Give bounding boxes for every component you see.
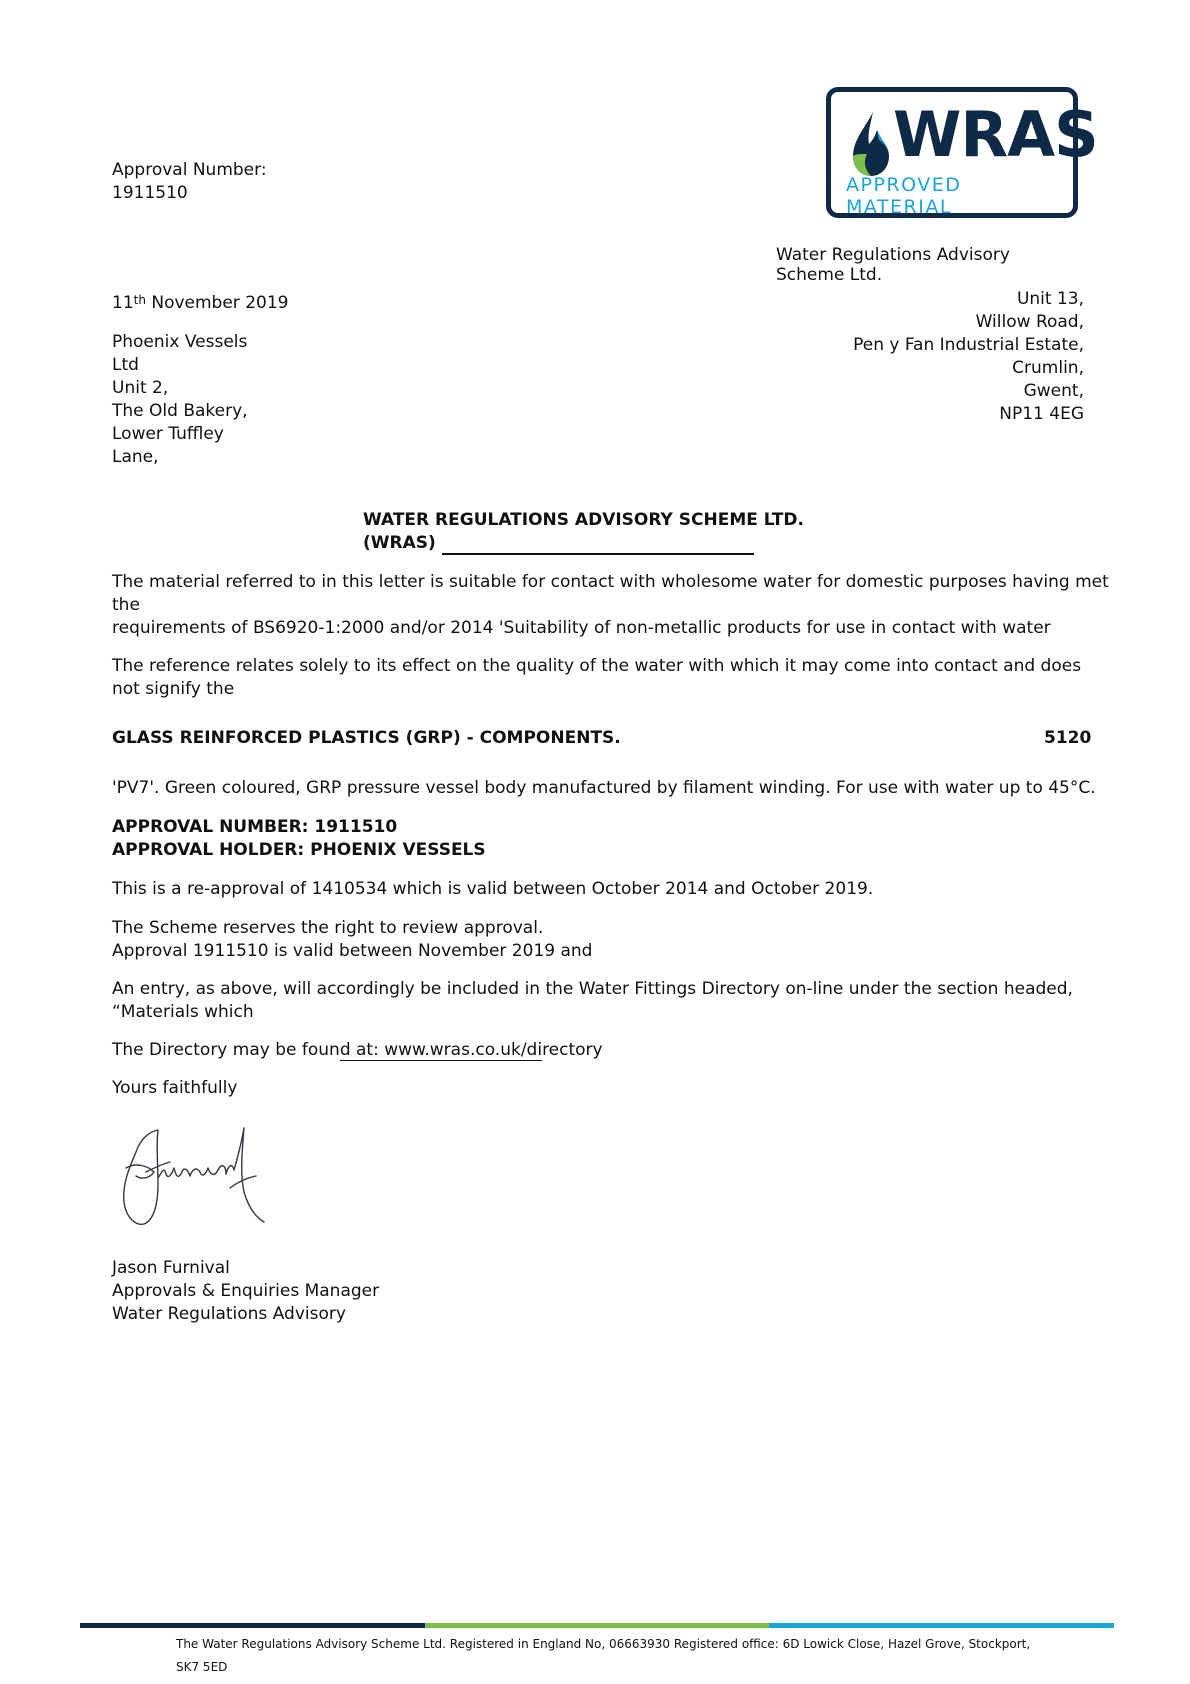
- footer-bar-green: [425, 1623, 770, 1628]
- approval-details: [112, 816, 486, 862]
- sender-name-line2: Scheme Ltd.: [776, 265, 883, 285]
- date-rest: November 2019: [145, 293, 289, 313]
- signatory-block: [112, 1257, 379, 1326]
- footer-bar-blue: [769, 1623, 1114, 1628]
- title-line2: (WRAS): [363, 533, 436, 553]
- wras-logo: [826, 87, 1098, 218]
- sender-address-line: Pen y Fan Industrial Estate,: [853, 335, 1084, 355]
- approval-number-header: [112, 159, 267, 205]
- closing-text: Yours faithfully: [112, 1078, 238, 1098]
- footer-line1: The Water Regulations Advisory Scheme Ltd. Registered in England No, 06663930 Registered office: 6D Lowick Close, Hazel Grove, Stockport,: [176, 1637, 1031, 1651]
- sender-address-line: Willow Road,: [975, 312, 1084, 332]
- signatory-role: Approvals & Enquiries Manager: [112, 1281, 380, 1301]
- product-description: 'PV7'. Green coloured, GRP pressure vessel body manufactured by filament winding. For use with water up to 45°C.: [112, 778, 1096, 798]
- recipient-line: Lower Tuffley: [112, 424, 224, 444]
- recipient-line: Phoenix Vessels: [112, 332, 248, 352]
- recipient-line: The Old Bakery,: [112, 401, 248, 421]
- footer-text: [176, 1633, 1076, 1679]
- logo-wordmark: WRAS: [893, 98, 1098, 171]
- directory-text: The Directory may be foun: [112, 1040, 340, 1060]
- sender-address-line: Gwent,: [1023, 381, 1084, 401]
- directory-line: [112, 1039, 603, 1062]
- reapproval-text: This is a re-approval of 1410534 which is valid between October 2014 and October 2019.: [112, 879, 874, 899]
- title-underline: [442, 535, 754, 555]
- signature-image: [118, 1122, 278, 1232]
- approval-number-label: Approval Number:: [112, 160, 267, 180]
- paragraph-line: The Scheme reserves the right to review approval.: [112, 918, 544, 938]
- paragraph-line: The material referred to in this letter is suitable for contact with wholesome water for domestic purposes having met: [112, 572, 1109, 592]
- signatory-name: Jason Furnival: [112, 1258, 230, 1278]
- footer-color-bar: [80, 1623, 1114, 1628]
- directory-entry-paragraph: [112, 978, 1073, 1024]
- logo-subtitle: APPROVED MATERIAL: [846, 174, 962, 218]
- footer-bar-navy: [80, 1623, 425, 1628]
- sender-address-line: Crumlin,: [1012, 358, 1084, 378]
- section-title: GLASS REINFORCED PLASTICS (GRP) - COMPONENTS.: [112, 728, 621, 748]
- signatory-org: Water Regulations Advisory: [112, 1304, 346, 1324]
- paragraph-line: the: [112, 595, 140, 615]
- letter-title: [363, 509, 804, 555]
- date-day: 11: [112, 293, 134, 313]
- sender-address-line: NP11 4EG: [999, 404, 1084, 424]
- water-drop-icon: [847, 110, 893, 180]
- paragraph-reference: [112, 655, 1081, 701]
- validity-paragraph: [112, 917, 592, 963]
- approval-number-line: APPROVAL NUMBER: 1911510: [112, 817, 398, 837]
- directory-text: rectory: [542, 1040, 603, 1060]
- paragraph-line: not signify the: [112, 679, 235, 699]
- recipient-line: Unit 2,: [112, 378, 169, 398]
- paragraph-line: requirements of BS6920-1:2000 and/or 2014 'Suitability of non-metallic products for use in contact with water: [112, 618, 1051, 638]
- recipient-address: [112, 331, 248, 469]
- recipient-line: Lane,: [112, 447, 159, 467]
- title-line1: WATER REGULATIONS ADVISORY SCHEME LTD.: [363, 510, 804, 530]
- approval-number-value: 1911510: [112, 183, 188, 203]
- sender-name-line1: Water Regulations Advisory: [776, 245, 1010, 265]
- letter-date: [112, 292, 288, 315]
- paragraph-line: Approval 1911510 is valid between November 2019 and: [112, 941, 593, 961]
- paragraph-line: “Materials which: [112, 1002, 254, 1022]
- approval-holder-line: APPROVAL HOLDER: PHOENIX VESSELS: [112, 840, 486, 860]
- date-suffix: th: [133, 293, 146, 307]
- sender-address-line: Unit 13,: [1016, 289, 1084, 309]
- paragraph-suitability: [112, 571, 1109, 640]
- recipient-line: Ltd: [112, 355, 139, 375]
- section-code: 5120: [1044, 728, 1092, 748]
- directory-link[interactable]: d at: www.wras.co.uk/di: [339, 1040, 543, 1060]
- footer-line2: SK7 5ED: [176, 1660, 228, 1674]
- paragraph-line: An entry, as above, will accordingly be included in the Water Fittings Directory on-line under the section headed,: [112, 979, 1073, 999]
- sender-address: [776, 245, 1084, 426]
- paragraph-line: The reference relates solely to its effect on the quality of the water with which it may come into contact and does: [112, 656, 1082, 676]
